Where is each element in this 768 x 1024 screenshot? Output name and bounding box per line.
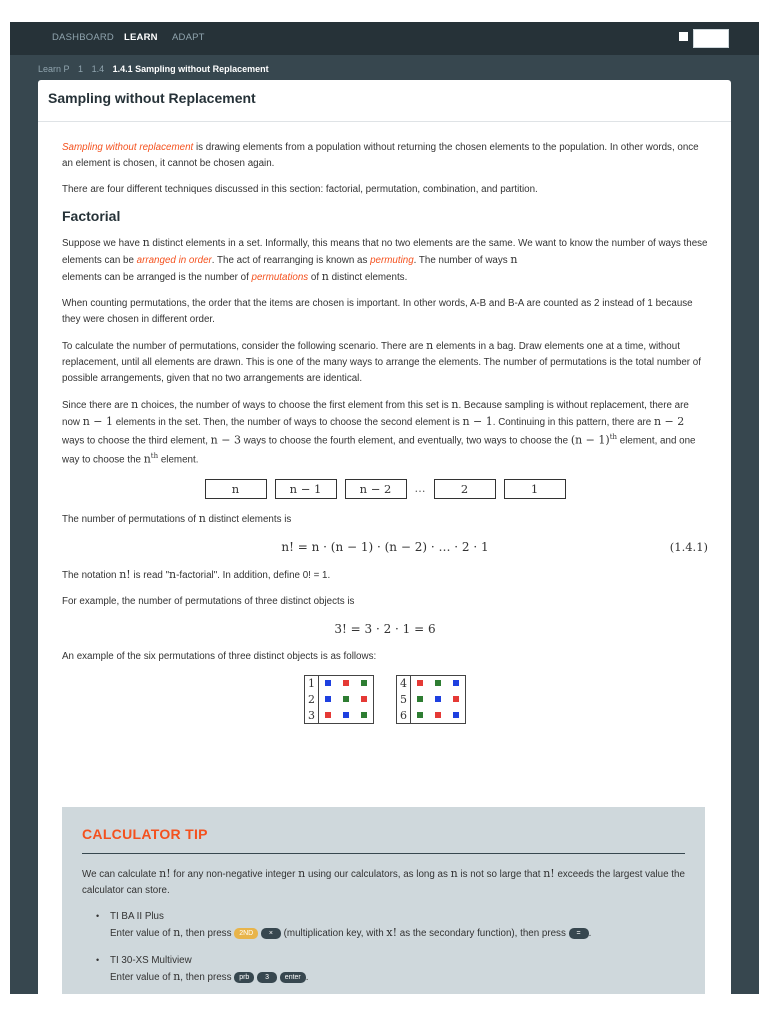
nav-dashboard[interactable]: DASHBOARD <box>52 32 114 43</box>
factorial-paragraph-4: Since there are n choices, the number of ways to choose the first element from this set is n. Because sampling is without replacement, there are now n − 1 elements in the set. Then, the number of ways to choose the second element is n − 1. Continuing in this pattern, there are n − 2 ways to choose the third element, n − 3 ways to choose the fourth element, and eventually, two ways to choose the $(n - 1)^{th}$ element, and one way to choose the $n^{th}$ element. <box>62 398 696 466</box>
permutation-number: 2 <box>305 692 319 708</box>
green-square-icon <box>343 696 349 702</box>
box-n-minus-1: n − 1 <box>275 479 337 499</box>
green-square-icon <box>361 680 367 686</box>
factorial-paragraph-7: For example, the number of permutations of three distinct objects is <box>62 596 355 608</box>
green-square-icon <box>361 712 367 718</box>
key-multiply: × <box>261 928 281 939</box>
permutation-number: 5 <box>397 692 411 708</box>
top-navigation <box>10 22 759 55</box>
factorial-paragraph-8: An example of the six permutations of three distinct objects is as follows: <box>62 650 377 662</box>
red-square-icon <box>417 680 423 686</box>
calculator-tip <box>62 807 705 994</box>
box-1: 1 <box>504 479 566 499</box>
title-divider <box>38 121 731 122</box>
list-item: • TI 30-XS Multiview Enter value of n, then press prb 3 enter . <box>82 953 686 985</box>
element-boxes <box>62 479 708 499</box>
permutation-table-right <box>396 675 466 724</box>
factorial-heading: Factorial <box>62 207 121 224</box>
red-square-icon <box>435 712 441 718</box>
content-card <box>38 80 731 994</box>
app-frame <box>10 22 759 994</box>
breadcrumb-learn[interactable]: Learn P <box>38 64 70 74</box>
green-square-icon <box>435 680 441 686</box>
blue-square-icon <box>343 712 349 718</box>
menu-icon[interactable] <box>679 32 688 41</box>
tip-divider <box>82 853 685 854</box>
factorial-paragraph-1: Suppose we have n distinct elements in a set. Informally, this means that no two elements are the same. We want to know the number of ways these elements can be arranged in order. The act of rearranging is known as permuting. The number of ways n elements can be arranged is the number of permutations of n distinct elements. <box>62 236 708 283</box>
term-arranged[interactable]: arranged in order <box>136 254 212 266</box>
permutation-row <box>397 708 466 724</box>
box-n: n <box>205 479 267 499</box>
red-square-icon <box>343 680 349 686</box>
red-square-icon <box>325 712 331 718</box>
permutation-number: 1 <box>305 676 319 692</box>
equation-factorial: n! = n · (n − 1) · (n − 2) · … · 2 · 1 (1.4.1) <box>281 539 708 554</box>
permutation-row <box>397 692 466 708</box>
user-box[interactable] <box>693 29 729 48</box>
permutation-row <box>305 676 374 692</box>
techniques-paragraph: There are four different techniques discussed in this section: factorial, permutation, combination, and partition. <box>62 184 538 196</box>
box-n-minus-2: n − 2 <box>345 479 407 499</box>
factorial-paragraph-6: The notation n! is read "n-factorial". In addition, define 0! = 1. <box>62 567 331 581</box>
box-2: 2 <box>434 479 496 499</box>
breadcrumb <box>38 64 275 74</box>
tip-body <box>82 866 686 994</box>
key-equals: = <box>569 928 589 939</box>
breadcrumb-chapter[interactable]: 1 <box>78 64 84 74</box>
blue-square-icon <box>325 696 331 702</box>
key-prb: prb <box>234 972 254 983</box>
ellipsis: … <box>414 482 426 496</box>
factorial-paragraph-2: When counting permutations, the order that the items are chosen is important. In other words, A-B and B-A are counted as 2 instead of 1 because they were chosen in different order. <box>62 298 693 325</box>
lesson-content <box>62 140 708 752</box>
term-permutations[interactable]: permutations <box>251 271 309 283</box>
green-square-icon <box>417 712 423 718</box>
key-enter: enter <box>280 972 306 983</box>
blue-square-icon <box>325 680 331 686</box>
term-permuting[interactable]: permuting <box>370 254 414 266</box>
term-sampling[interactable]: Sampling without replacement <box>62 142 194 153</box>
blue-square-icon <box>453 680 459 686</box>
permutation-number: 3 <box>305 708 319 724</box>
list-item: • TI BA II Plus Enter value of n, then press 2ND × (multiplication key, with x! as the secondary function), then press = . <box>82 909 686 941</box>
nav-adapt[interactable]: ADAPT <box>172 32 205 43</box>
key-3: 3 <box>257 972 277 983</box>
calculator-list <box>82 909 686 985</box>
red-square-icon <box>453 696 459 702</box>
permutation-number: 4 <box>397 676 411 692</box>
tip-intro: We can calculate n! for any non-negative integer n using our calculators, as long as n is not so large that n! exceeds the largest value the calculator can store. <box>82 867 685 896</box>
permutation-tables <box>62 675 708 724</box>
permutation-number: 6 <box>397 708 411 724</box>
key-2nd: 2ND <box>234 928 258 939</box>
factorial-paragraph-5: The number of permutations of n distinct elements is <box>62 512 292 526</box>
red-square-icon <box>361 696 367 702</box>
page-title: Sampling without Replacement <box>48 90 256 106</box>
intro-paragraph: Sampling without replacement is drawing elements from a population without returning the chosen elements to the population. In other words, once an element is chosen, it cannot be chosen again. <box>62 142 699 169</box>
breadcrumb-current: 1.4.1 Sampling without Replacement <box>112 64 269 74</box>
permutation-row <box>305 692 374 708</box>
blue-square-icon <box>453 712 459 718</box>
green-square-icon <box>417 696 423 702</box>
blue-square-icon <box>435 696 441 702</box>
factorial-paragraph-3: To calculate the number of permutations, consider the following scenario. There are n elements in a bag. Draw elements one at a time, without replacement, until all elements are drawn. This is one of the many ways to arrange the elements. The number of permutations is the total number of possible arrangements, given that no two arrangements are identical. <box>62 339 701 384</box>
permutation-row <box>305 708 374 724</box>
permutation-table-left <box>304 675 374 724</box>
equation-example: 3! = 3 · 2 · 1 = 6 <box>334 621 436 636</box>
breadcrumb-section[interactable]: 1.4 <box>91 64 105 74</box>
nav-learn[interactable]: LEARN <box>124 32 158 43</box>
equation-number: (1.4.1) <box>669 539 708 554</box>
tip-title: CALCULATOR TIP <box>82 826 208 842</box>
permutation-row <box>397 676 466 692</box>
